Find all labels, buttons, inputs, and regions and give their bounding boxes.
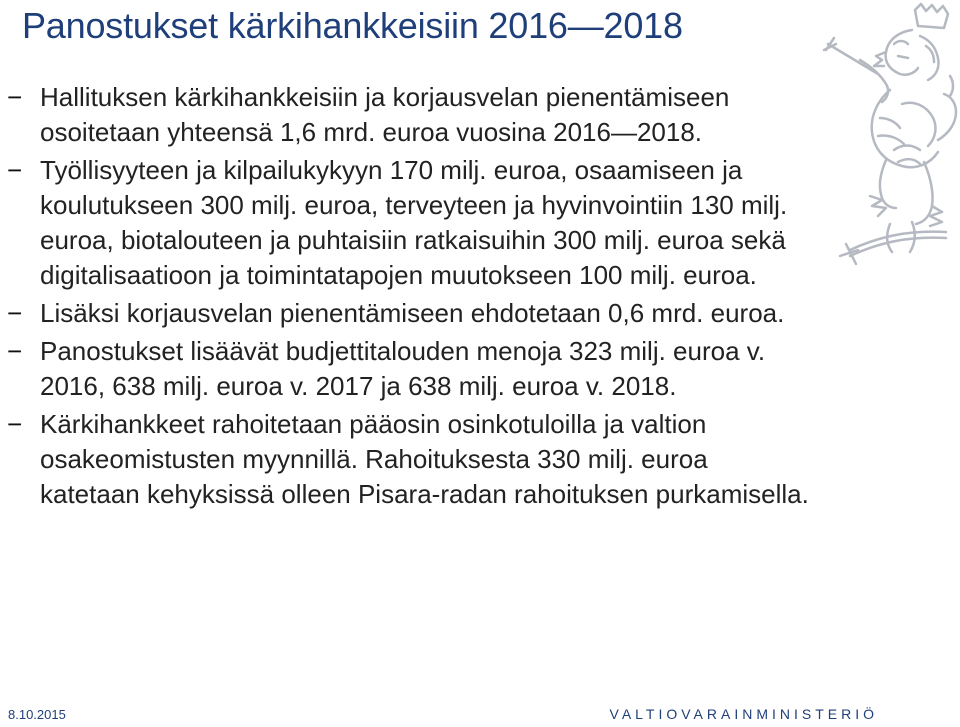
bullet-item [0,80,810,150]
bullet-marker: − [7,336,23,366]
bullet-marker: − [7,409,23,439]
footer-date: 8.10.2015 [8,707,66,722]
bullet-text: Kärkihankkeet rahoitetaan pääosin osinkotuloilla ja valtion osakeomistusten myynnillä. Rahoituksesta 330 milj. euroa katetaan kehyksissä olleen Pisara-radan rahoituksen purkamisella. [40,409,809,509]
bullet-item [0,296,810,331]
footer-ministry-name: VALTIOVARAINMINISTERIÖ [609,706,878,722]
bullet-marker: − [7,298,23,328]
bullet-item [0,407,810,512]
bullet-text: Lisäksi korjausvelan pienentämiseen ehdotetaan 0,6 mrd. euroa. [40,298,785,328]
bullet-marker: − [7,82,23,112]
lion-coat-of-arms-icon [820,0,960,300]
bullet-list [0,80,810,515]
bullet-item [0,334,810,404]
bullet-text: Työllisyyteen ja kilpailukykyyn 170 milj. euroa, osaamiseen ja koulutukseen 300 milj. euroa, terveyteen ja hyvinvointiin 130 milj. euroa, biotalouteen ja puhtaisiin ratkaisuihin 300 milj. euroa sekä digitalisaatioon ja toimintatapojen muutokseen 100 milj. euroa. [40,155,788,290]
bullet-marker: − [7,155,23,185]
bullet-text: Hallituksen kärkihankkeisiin ja korjausvelan pienentämiseen osoitetaan yhteensä 1,6 mrd. euroa vuosina 2016—2018. [40,82,730,147]
page-title: Panostukset kärkihankkeisiin 2016—2018 [22,5,683,46]
bullet-item [0,153,810,293]
bullet-text: Panostukset lisäävät budjettitalouden menoja 323 milj. euroa v. 2016, 638 milj. euroa v. 2017 ja 638 milj. euroa v. 2018. [40,336,766,401]
